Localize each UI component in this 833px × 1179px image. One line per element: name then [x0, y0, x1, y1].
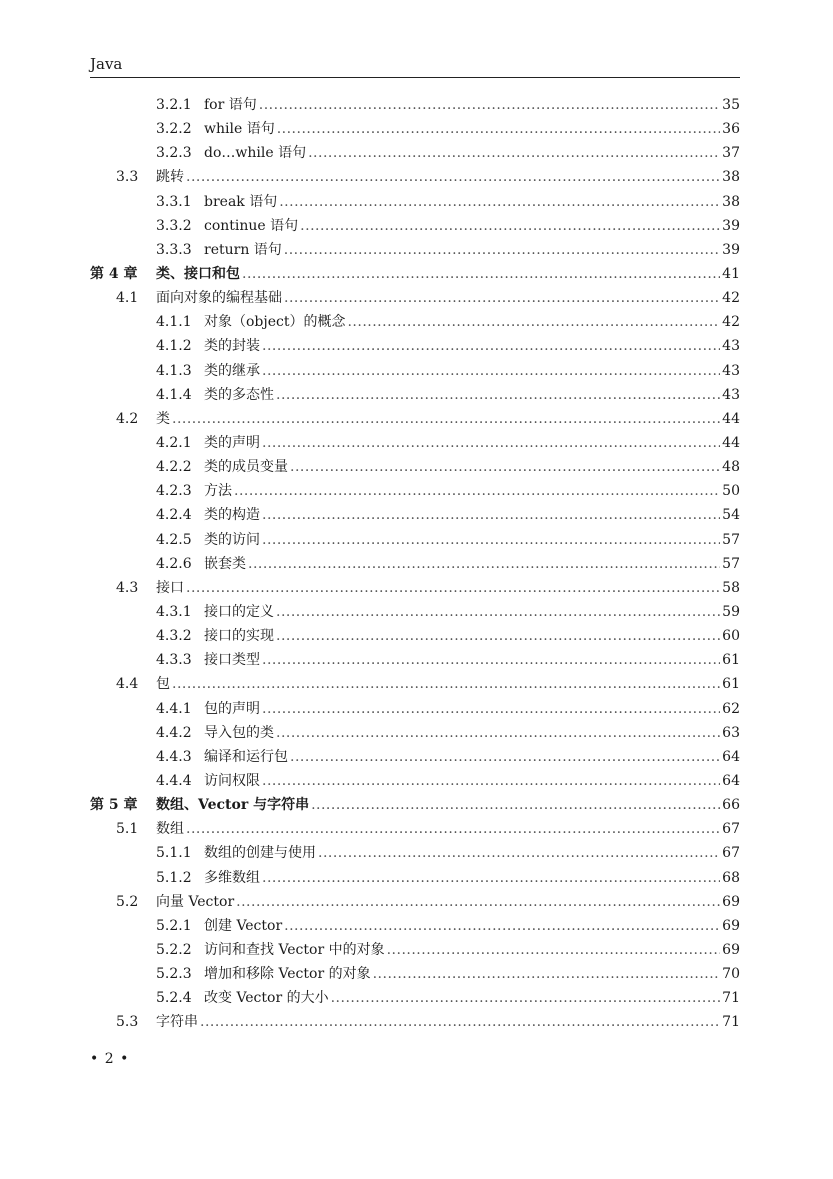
toc-entry-sub: [90, 698, 740, 722]
dot-leader: [262, 435, 720, 451]
dot-leader: [276, 725, 720, 741]
toc-entry-page: 71: [722, 1014, 740, 1031]
toc-entry-page: 69: [722, 917, 740, 934]
dot-leader: [300, 218, 720, 234]
toc-entry-page: 42: [722, 314, 740, 331]
toc-entry-number: 3.2.1: [156, 97, 192, 113]
toc-entry-page: 42: [722, 290, 740, 307]
toc-entry-title: 类的访问: [204, 531, 260, 548]
toc-entry-page: 66: [722, 797, 740, 814]
toc-entry-number: 3.2.2: [156, 121, 192, 138]
toc-entry-title: 编译和运行包: [204, 748, 288, 765]
toc-entry-number: 4.4.3: [156, 748, 192, 765]
toc-entry-title: 字符串: [156, 1014, 198, 1031]
toc-entry-title: 数组、Vector 与字符串: [156, 797, 310, 814]
header-rule: [90, 77, 740, 78]
toc-entry-number: 5.2: [116, 893, 139, 910]
toc-entry-title: 嵌套类: [204, 555, 246, 572]
toc-entry-title: 改变 Vector 的大小: [204, 990, 329, 1007]
toc-entry-page: 44: [722, 434, 740, 451]
toc-entry-sub: [90, 939, 740, 963]
toc-entry-page: 63: [722, 724, 740, 741]
toc-entry-sub: [90, 142, 740, 166]
toc-entry-title: 类的继承: [204, 362, 260, 379]
toc-entry-sub: [90, 553, 740, 577]
toc-entry-title: 导入包的类: [204, 724, 274, 741]
toc-entry-page: 43: [722, 362, 740, 379]
toc-entry-number: 5.2.3: [156, 966, 192, 983]
toc-entry-title: 接口的定义: [204, 603, 274, 620]
toc-entry-sub: [90, 360, 740, 384]
toc-entry-number: 5.1.2: [156, 869, 192, 886]
dot-leader: [308, 145, 720, 161]
toc-entry-number: 5.1.1: [156, 845, 192, 862]
toc-entry-page: 58: [722, 579, 740, 596]
toc-entry-sub: [90, 432, 740, 456]
toc-entry-number: 5.3: [116, 1014, 139, 1031]
toc-entry-number: 4.2.5: [156, 531, 192, 548]
toc-entry-number: 4.1.2: [156, 338, 192, 355]
toc-entry-number: 4.3.2: [156, 628, 192, 645]
toc-entry-section: [90, 1011, 740, 1035]
toc-entry-sub: [90, 191, 740, 215]
toc-entry-sub: [90, 335, 740, 359]
toc-entry-title: 增加和移除 Vector 的对象: [204, 966, 371, 983]
dot-leader: [242, 266, 720, 282]
dot-leader: [234, 483, 720, 499]
toc-entry-title: return 语句: [204, 241, 282, 258]
dot-leader: [276, 387, 720, 403]
toc-entry-title: for 语句: [204, 97, 257, 113]
toc-entry-sub: [90, 770, 740, 794]
page-number: • 2 •: [90, 1051, 130, 1067]
dot-leader: [186, 821, 720, 837]
toc-entry-page: 61: [722, 676, 740, 693]
dot-leader: [262, 532, 720, 548]
toc-entry-number: 4.1: [116, 290, 139, 307]
toc-entry-number: 3.2.3: [156, 145, 192, 162]
dot-leader: [262, 652, 720, 668]
toc-entry-page: 35: [722, 97, 740, 113]
toc-entry-page: 62: [722, 700, 740, 717]
toc-entry-page: 36: [722, 121, 740, 138]
toc-entry-title: 对象（object）的概念: [204, 314, 346, 331]
toc-entry-section: [90, 818, 740, 842]
toc-entry-sub: [90, 480, 740, 504]
dot-leader: [262, 338, 720, 354]
toc-entry-sub: [90, 601, 740, 625]
toc-entry-number: 第 4 章: [90, 265, 138, 282]
toc-entry-title: do…while 语句: [204, 145, 307, 162]
toc-entry-page: 60: [722, 628, 740, 645]
toc-entry-page: 44: [722, 410, 740, 427]
toc-entry-title: continue 语句: [204, 217, 299, 234]
dot-leader: [318, 845, 720, 861]
toc-entry-number: 4.2: [116, 410, 139, 427]
toc-entry-title: 接口: [156, 579, 184, 596]
dot-leader: [276, 628, 720, 644]
toc-entry-number: 3.3.2: [156, 217, 192, 234]
toc-entry-page: 37: [722, 145, 740, 162]
toc-entry-section: [90, 891, 740, 915]
toc-entry-title: 接口类型: [204, 652, 260, 669]
toc-entry-section: [90, 166, 740, 190]
toc-entry-section: [90, 408, 740, 432]
toc-entry-sub: [90, 746, 740, 770]
dot-leader: [262, 507, 720, 523]
toc-entry-page: 68: [722, 869, 740, 886]
toc-entry-sub: [90, 722, 740, 746]
toc-entry-title: 类的成员变量: [204, 459, 288, 476]
toc-entry-title: 方法: [204, 483, 232, 500]
toc-entry-page: 64: [722, 772, 740, 789]
toc-entry-title: 类的封装: [204, 338, 260, 355]
toc-entry-chapter: [90, 263, 740, 287]
toc-entry-sub: [90, 311, 740, 335]
dot-leader: [259, 97, 720, 113]
toc-entry-page: 50: [722, 483, 740, 500]
toc-entry-page: 61: [722, 652, 740, 669]
toc-entry-title: while 语句: [204, 121, 275, 138]
dot-leader: [236, 894, 720, 910]
dot-leader: [186, 580, 720, 596]
toc-entry-number: 4.3.3: [156, 652, 192, 669]
toc-entry-title: 多维数组: [204, 869, 260, 886]
toc-entry-page: 67: [722, 845, 740, 862]
toc-entry-page: 70: [722, 966, 740, 983]
dot-leader: [262, 870, 720, 886]
toc-entry-page: 41: [722, 265, 740, 282]
toc-entry-page: 67: [722, 821, 740, 838]
toc-entry-page: 57: [722, 555, 740, 572]
toc-entry-number: 5.2.4: [156, 990, 192, 1007]
dot-leader: [172, 411, 720, 427]
dot-leader: [347, 314, 720, 330]
dot-leader: [279, 194, 720, 210]
toc-entry-number: 4.1.3: [156, 362, 192, 379]
dot-leader: [277, 121, 720, 137]
toc-entry-title: 访问和查找 Vector 中的对象: [204, 941, 385, 958]
toc-entry-sub: [90, 94, 740, 118]
dot-leader: [262, 701, 720, 717]
toc-entry-page: 43: [722, 386, 740, 403]
toc-entry-title: 类的多态性: [204, 386, 274, 403]
toc-entry-title: 创建 Vector: [204, 917, 283, 934]
toc-entry-page: 57: [722, 531, 740, 548]
dot-leader: [284, 290, 720, 306]
toc-entry-sub: [90, 867, 740, 891]
toc-entry-sub: [90, 504, 740, 528]
toc-entry-page: 38: [722, 169, 740, 186]
toc-entry-title: break 语句: [204, 193, 278, 210]
toc-entry-number: 5.2.2: [156, 941, 192, 958]
toc-entry-sub: [90, 625, 740, 649]
toc-entry-sub: [90, 963, 740, 987]
toc-entry-number: 4.4: [116, 676, 139, 693]
toc-entry-number: 4.4.4: [156, 772, 192, 789]
toc-entry-page: 39: [722, 241, 740, 258]
toc-entry-sub: [90, 456, 740, 480]
toc-entry-sub: [90, 649, 740, 673]
dot-leader: [331, 990, 721, 1006]
toc-entry-title: 面向对象的编程基础: [156, 290, 282, 307]
table-of-contents: [90, 94, 740, 1035]
toc-entry-title: 类的构造: [204, 507, 260, 524]
toc-entry-number: 3.3.1: [156, 193, 192, 210]
toc-entry-number: 4.2.2: [156, 459, 192, 476]
toc-entry-number: 4.2.6: [156, 555, 192, 572]
dot-leader: [284, 242, 720, 258]
toc-entry-number: 4.3: [116, 579, 139, 596]
toc-entry-number: 4.2.3: [156, 483, 192, 500]
dot-leader: [311, 797, 720, 813]
toc-entry-title: 包: [156, 676, 170, 693]
toc-entry-sub: [90, 842, 740, 866]
dot-leader: [373, 966, 721, 982]
toc-entry-page: 59: [722, 603, 740, 620]
toc-entry-number: 5.2.1: [156, 917, 192, 934]
dot-leader: [262, 363, 720, 379]
toc-entry-number: 4.1.4: [156, 386, 192, 403]
dot-leader: [284, 918, 720, 934]
toc-entry-page: 69: [722, 941, 740, 958]
toc-entry-sub: [90, 384, 740, 408]
toc-entry-page: 71: [722, 990, 740, 1007]
toc-entry-chapter: [90, 794, 740, 818]
toc-entry-number: 3.3: [116, 169, 139, 186]
toc-entry-page: 43: [722, 338, 740, 355]
toc-entry-title: 接口的实现: [204, 628, 274, 645]
toc-entry-sub: [90, 915, 740, 939]
toc-entry-page: 38: [722, 193, 740, 210]
toc-entry-number: 4.2.1: [156, 434, 192, 451]
toc-entry-page: 54: [722, 507, 740, 524]
dot-leader: [290, 459, 720, 475]
toc-entry-title: 类、接口和包: [156, 265, 240, 282]
toc-entry-sub: [90, 239, 740, 263]
toc-entry-section: [90, 673, 740, 697]
toc-entry-sub: [90, 987, 740, 1011]
toc-entry-number: 第 5 章: [90, 797, 138, 814]
toc-entry-page: 69: [722, 893, 740, 910]
toc-entry-page: 39: [722, 217, 740, 234]
toc-entry-title: 访问权限: [204, 772, 260, 789]
toc-entry-title: 数组的创建与使用: [204, 845, 316, 862]
toc-entry-sub: [90, 118, 740, 142]
running-header: Java: [90, 55, 123, 73]
dot-leader: [200, 1014, 720, 1030]
toc-entry-section: [90, 287, 740, 311]
toc-entry-title: 向量 Vector: [156, 893, 235, 910]
dot-leader: [276, 604, 720, 620]
dot-leader: [172, 676, 720, 692]
toc-entry-title: 类: [156, 410, 170, 427]
toc-entry-number: 4.3.1: [156, 603, 192, 620]
toc-entry-number: 3.3.3: [156, 241, 192, 258]
toc-entry-title: 跳转: [156, 169, 184, 186]
toc-entry-number: 4.2.4: [156, 507, 192, 524]
toc-entry-number: 4.1.1: [156, 314, 192, 331]
toc-entry-page: 48: [722, 459, 740, 476]
dot-leader: [262, 773, 720, 789]
toc-entry-section: [90, 577, 740, 601]
toc-entry-number: 4.4.1: [156, 700, 192, 717]
toc-entry-sub: [90, 215, 740, 239]
dot-leader: [186, 169, 720, 185]
toc-entry-number: 4.4.2: [156, 724, 192, 741]
dot-leader: [387, 942, 721, 958]
toc-entry-title: 类的声明: [204, 434, 260, 451]
toc-entry-title: 数组: [156, 821, 184, 838]
dot-leader: [248, 556, 720, 572]
dot-leader: [290, 749, 720, 765]
toc-entry-number: 5.1: [116, 821, 139, 838]
toc-entry-sub: [90, 529, 740, 553]
toc-entry-page: 64: [722, 748, 740, 765]
toc-entry-title: 包的声明: [204, 700, 260, 717]
